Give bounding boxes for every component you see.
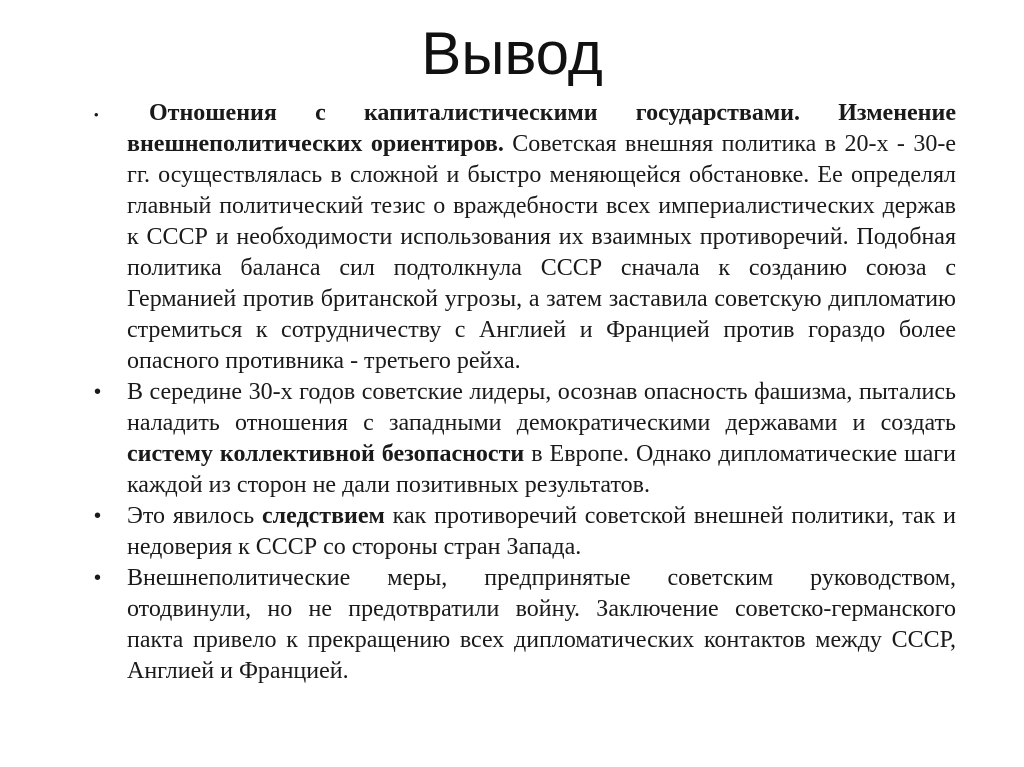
bullet-item-3 [90,501,956,563]
bullet-marker-icon: • [94,107,99,122]
bullet-marker-icon: • [94,505,102,527]
bullet-list [90,98,956,687]
bullet-1-heading: Отношения с капиталистическими государствами. Изменение внешнеполитических ориентиров. [127,100,956,157]
bullet-4-text: Внешнеполитические меры, предпринятые советским руководством, отодвинули, но не предотвратили войну. Заключение советско-германского пакта привело к прекращению всех дипломатических контактов между СССР, Англией и Францией. [127,565,956,684]
slide-title: Вывод [421,20,603,87]
bullet-3-text-end: как противоречий советской внешней политики, так и недоверия к СССР со стороны стран Запада. [127,503,956,560]
bullet-3-text-start: Это явилось [127,503,263,529]
bullet-item-1 [90,98,956,377]
bullet-marker-icon: • [94,381,102,403]
bullet-1-body: Советская внешняя политика в 20-х - 30-е гг. осуществлялась в сложной и быстро меняющейся обстановке. Ее определял главный политический тезис о враждебности всех империалистических держав к СССР и необходимости использования их взаимных противоречий. Подобная политика баланса сил подтолкнула СССР сначала к созданию союза с Германией против британской угрозы, а затем заставила советскую дипломатию стремиться к сотрудничеству с Англией и Францией против гораздо более опасного противника - третьего рейха. [127,131,956,374]
bullet-marker-icon: • [94,567,102,589]
bullet-item-4 [90,563,956,687]
bullet-2-text-end: в Европе. Однако дипломатические шаги каждой из сторон не дали позитивных результатов. [127,441,956,498]
bullet-3-emphasis: следствием [262,503,385,529]
bullet-item-2 [90,377,956,501]
bullet-2-emphasis: систему коллективной безопасности [127,441,525,467]
bullet-2-text-start: В середине 30-х годов советские лидеры, осознав опасность фашизма, пытались наладить отношения с западными демократическими державами и создать [127,379,956,436]
